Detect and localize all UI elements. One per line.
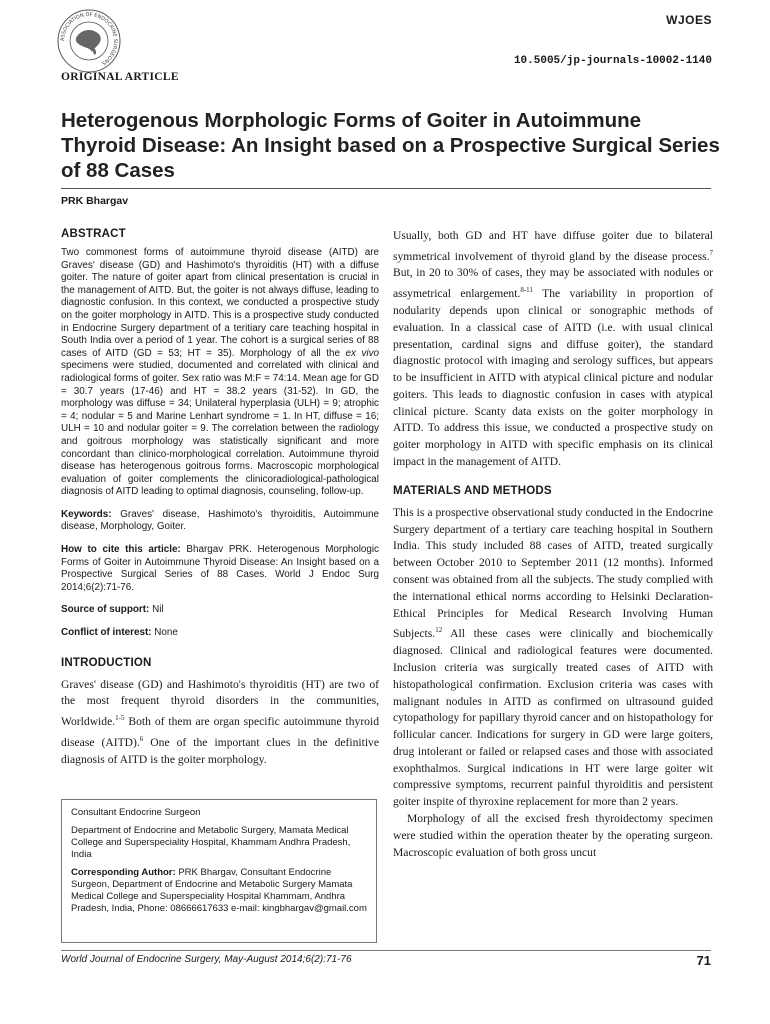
abstract-heading: ABSTRACT: [61, 228, 126, 240]
corresponding-author: Corresponding Author: PRK Bhargav, Consultant Endocrine Surgeon, Department of Endocrine and Metabolic Surgery Mamata Medical College and Superspeciality Hospital Khammam, Andhra Pradesh, India, Phone: 08666617633 e-mail: kingbhargav@gmail.com: [71, 867, 367, 914]
source-of-support: Source of support: Nil: [61, 604, 164, 616]
page-number: 71: [696, 953, 711, 968]
intro-continued-paragraph: Usually, both GD and HT have diffuse goiter due to bilateral symmetrical involvement of thyroid gland by the disease process.$^7$ But, in 20 to 30% of cases, they may be associated with nodules or assymetrical enlargement.$^{8-11}$ The variability in proportion of nodularity depends upon clinical or sonographic methods of evaluation. In a classical case of AITD (i.e. with usual clinical presentation, cardinal signs and diffuse goiter), the standard diagnostic protocol with imaging and serology suffices, but appears to be insufficient in AITD with atypical clinical picture and nodular goiters. This leads to diagnostic confusion in cases with atypical clinical picture. Scanty data exists on the goiter morphology in AITD. To address this issue, we conducted a prospective study on goiter morphology in AITD with specific emphasis on its clinical impact in the management of AITD.: [393, 229, 713, 469]
doi: 10.5005/jp-journals-10002-1140: [513, 55, 712, 67]
journal-code: WJOES: [666, 13, 712, 27]
keywords: Keywords: Graves' disease, Hashimoto's thyroiditis, Autoimmune disease, Morphology, Goiter.: [61, 508, 379, 533]
abstract-text: Two commonest forms of autoimmune thyroid disease (AITD) are Graves' disease (GD) and Hashimoto's thyroiditis (HT) with a diffuse goiter. The nature of goiter apart from clinical presentation is crucial in the management of AITD. But, the goiter is not always diffuse, leading to diagnostic confusion. In this context, we conducted a prospective study on the goiter morphology in AITD. This is a prospective study conducted in Endocrine Surgery department of a teritiary care teaching hospital in South India over a period of 1 year. The cohort is a surgical series of 88 cases of AITD (GD = 53; HT = 35). Morphology of all the ex vivo specimens were studied, documented and correlated with clinical and radiological forms of goiter. Sex ratio was M:F = 74:14. Mean age for GD = 30.7 years (17-46) and HT = 38.2 years (31-52). In GD, the morphology was diffuse = 34; Unilateral hyperplasia (ULH) = 9; atrophic = 4; nodular = 5 and Marine Lenhart syndrome = 1. In HT, diffuse = 16; ULH = 10 and nodular goiter = 9. The correlation between the radiology and goitrous morphology was statistically significant and more concordant than clinico-morphological correlation. Autoimmune thyroid disease has heterogenous goitrous forms. Macroscopic morphological evaluation of goiter complements the clinicoradiological-pathological diagnosis of AITD leading to optimal diagnosis, counseling, follow-up.: [61, 247, 380, 498]
footer-divider: [61, 950, 711, 951]
methods-heading: MATERIALS AND METHODS: [393, 484, 552, 497]
affiliation-box: [61, 799, 377, 943]
author-name: PRK Bhargav: [61, 195, 129, 207]
citation: How to cite this article: Bhargav PRK. Heterogenous Morphologic Forms of Goiter in Autoimmune Thyroid Disease: An Insight based on a Prospective Surgical Series of 88 Cases. World J Endoc Surg 2014;6(2):71-76.: [61, 544, 379, 593]
left-column: [61, 228, 379, 768]
logo-ring-text: ASSOCIATION OF ENDOCRINE SURGEONS: [59, 11, 119, 67]
right-column: [393, 228, 713, 861]
title-divider: [61, 188, 711, 189]
introduction-paragraph: Graves' disease (GD) and Hashimoto's thyroiditis (HT) are two of the most frequent thyroid disorders in the communities, Worldwide.$^{1-5}$ Both of them are organ specific autoimmune thyroid disease (AITD).$^6$ One of the important clues in the definitive diagnosis of AITD is the goiter morphology.: [61, 677, 379, 766]
conflict-of-interest: Conflict of interest: None: [61, 627, 178, 639]
article-type: ORIGINAL ARTICLE: [61, 71, 179, 83]
affiliation-department: Department of Endocrine and Metabolic Surgery, Mamata Medical College and Superspeciality Hospital, Khammam Andhra Pradesh, India: [71, 825, 351, 860]
article-title: Heterogenous Morphologic Forms of Goiter in Autoimmune Thyroid Disease: An Insight based on a Prospective Surgical Series of 88 Cases: [61, 109, 720, 182]
introduction-heading: INTRODUCTION: [61, 656, 152, 669]
methods-paragraph-1: This is a prospective observational study conducted in the Endocrine Surgery department of a tertiary care teaching hospital in Southern India. This study included 88 cases of AITD, treated surgically between October 2010 to September 2011 (12 months). Informed consent was obtained from all the subjects. The study complied with the international ethical norms according to Helsinki Declaration-Ethical Principles for Medical Research Involving Human Subjects.$^{12}$ All these cases were clinically and biochemically diagnosed. Clinical and radiological features were documented. Inclusion criteria was surgically treated cases of AITD with histopathological confirmation. Exclusion criteria was cases with malignant nodules in AITD as confirmed on ultrasound guided cytopathology for papillary thyroid cancer and on histopathology for follicular cancer. Indications for surgery in GD were large goiters, drug intolerant or failed or relapsed cases and those with associated exophthalmos. Surgical indications in HT were large goiter wit compressive symptoms, recurrent painful thyroiditis and persistent goiter inspite of thyroxine replacement for more than 2 years.: [393, 505, 713, 809]
association-logo: [56, 8, 122, 74]
methods-paragraph-2: Morphology of all the excised fresh thyroidectomy specimen were studied within the operation theater by the operating surgeon. Macroscopic evaluation of both gross uncut: [393, 812, 713, 859]
footer-journal-citation: World Journal of Endocrine Surgery, May-August 2014;6(2):71-76: [61, 954, 352, 965]
affiliation-role: Consultant Endocrine Surgeon: [71, 807, 201, 818]
